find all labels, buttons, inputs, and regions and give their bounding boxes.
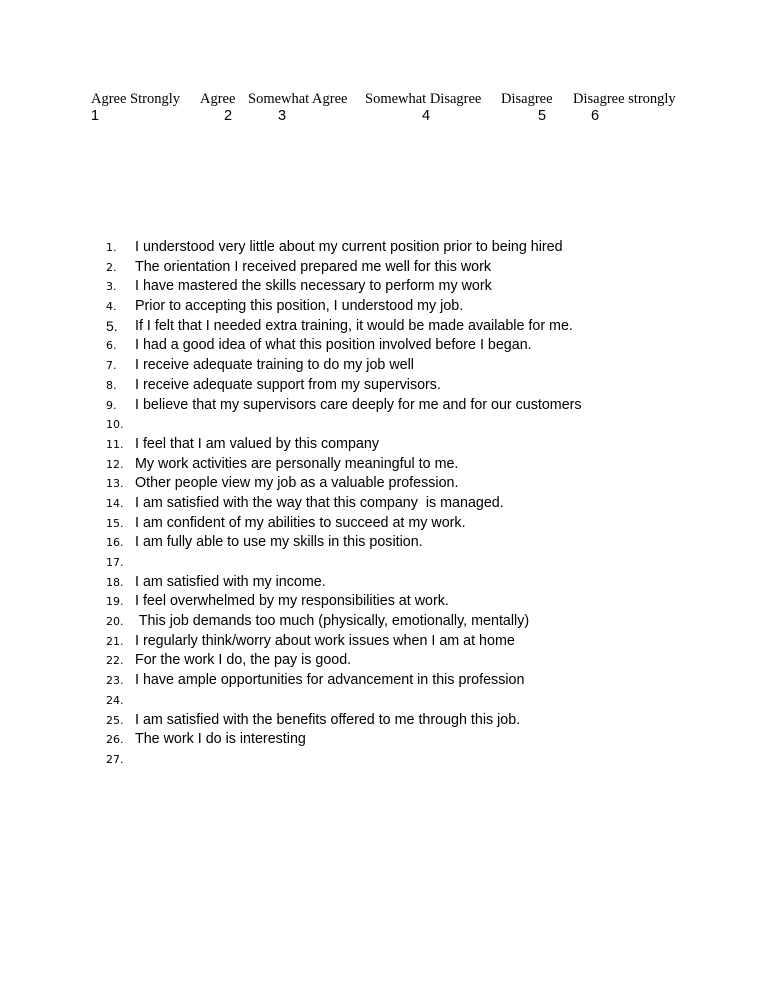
item-text: Other people view my job as a valuable profession. (135, 475, 459, 492)
item-text: This job demands too much (physically, emotionally, mentally) (135, 613, 530, 630)
scale-number-3: 3 (278, 108, 287, 124)
list-item (0, 671, 768, 691)
item-number: 14. (106, 496, 124, 510)
item-number: 4. (106, 300, 117, 314)
list-item (0, 494, 768, 514)
item-number: 7. (106, 359, 117, 373)
item-number: 17. (106, 556, 124, 569)
item-number: 1. (106, 241, 117, 254)
scale-number-5: 5 (538, 108, 547, 124)
item-text: The orientation I received prepared me well for this work (135, 258, 491, 275)
list-item (0, 632, 768, 652)
item-number: 25. (106, 713, 124, 727)
item-number: 13. (106, 477, 124, 491)
scale-label-agree-strongly: Agree Strongly (91, 91, 180, 107)
item-text: If I felt that I needed extra training, it would be made available for me. (135, 317, 573, 334)
item-number: 5. (106, 317, 118, 334)
list-item (0, 592, 768, 612)
item-text: I believe that my supervisors care deeply for me and for our customers (135, 396, 582, 413)
item-text: I regularly think/worry about work issues when I am at home (135, 632, 515, 649)
scale-number-1: 1 (91, 108, 100, 124)
scale-label-somewhat-agree: Somewhat Agree (248, 91, 348, 107)
item-number: 10. (106, 418, 124, 432)
item-number: 19. (106, 595, 124, 609)
item-number: 22. (106, 654, 124, 668)
item-text: I receive adequate support from my supervisors. (135, 376, 441, 393)
scale-number-6: 6 (591, 108, 600, 124)
item-number: 16. (106, 536, 124, 550)
list-item (0, 415, 768, 435)
scale-label-disagree-strongly: Disagree strongly (573, 91, 676, 107)
rating-scale (0, 0, 768, 130)
list-item (0, 336, 768, 356)
list-item (0, 691, 768, 711)
list-item (0, 238, 768, 258)
list-item (0, 258, 768, 278)
item-number: 6. (106, 339, 117, 353)
item-number: 9. (106, 398, 117, 412)
list-item (0, 317, 768, 337)
item-number: 21. (106, 634, 124, 648)
item-text: I am satisfied with the way that this company is managed. (135, 494, 504, 511)
item-text: I receive adequate training to do my job well (135, 357, 414, 374)
scale-number-4: 4 (422, 108, 431, 124)
list-item (0, 376, 768, 396)
item-number: 18. (106, 575, 124, 589)
list-item (0, 533, 768, 553)
item-number: 11. (106, 437, 124, 451)
item-text: I am satisfied with the benefits offered to me through this job. (135, 711, 521, 728)
item-number: 26. (106, 733, 124, 747)
survey-statement-list (0, 238, 768, 770)
item-text: I had a good idea of what this position involved before I began. (135, 337, 532, 354)
scale-number-2: 2 (224, 108, 233, 124)
list-item (0, 474, 768, 494)
item-number: 2. (106, 260, 117, 274)
item-number: 12. (106, 457, 124, 471)
list-item (0, 730, 768, 750)
item-text: For the work I do, the pay is good. (135, 652, 352, 669)
list-item (0, 514, 768, 534)
list-item (0, 553, 768, 573)
item-text: I have ample opportunities for advancement in this profession (135, 672, 525, 689)
list-item (0, 612, 768, 632)
item-number: 15. (106, 516, 124, 530)
list-item (0, 277, 768, 297)
item-text: I am satisfied with my income. (135, 573, 326, 590)
list-item (0, 396, 768, 416)
item-text: My work activities are personally meaningful to me. (135, 455, 459, 472)
list-item (0, 356, 768, 376)
item-text: Prior to accepting this position, I understood my job. (135, 298, 464, 315)
item-number: 23. (106, 674, 124, 688)
item-text: I have mastered the skills necessary to perform my work (135, 278, 492, 295)
item-text: I feel overwhelmed by my responsibilities at work. (135, 593, 449, 610)
list-item (0, 573, 768, 593)
scale-label-somewhat-disagree: Somewhat Disagree (365, 91, 482, 107)
list-item (0, 750, 768, 770)
item-text: I am fully able to use my skills in this position. (135, 534, 423, 551)
list-item (0, 435, 768, 455)
item-number: 8. (106, 378, 117, 392)
item-number: 27. (106, 752, 124, 766)
list-item (0, 455, 768, 475)
item-text: I feel that I am valued by this company (135, 435, 379, 452)
scale-label-agree: Agree (200, 91, 236, 107)
list-item (0, 297, 768, 317)
item-text: I understood very little about my current position prior to being hired (135, 239, 563, 255)
scale-label-disagree: Disagree (501, 91, 553, 107)
item-number: 20. (106, 615, 124, 629)
list-item (0, 711, 768, 731)
list-item (0, 651, 768, 671)
item-text: I am confident of my abilities to succeed at my work. (135, 514, 466, 531)
item-number: 24. (106, 693, 124, 707)
item-text: The work I do is interesting (135, 731, 306, 748)
item-number: 3. (106, 280, 117, 294)
